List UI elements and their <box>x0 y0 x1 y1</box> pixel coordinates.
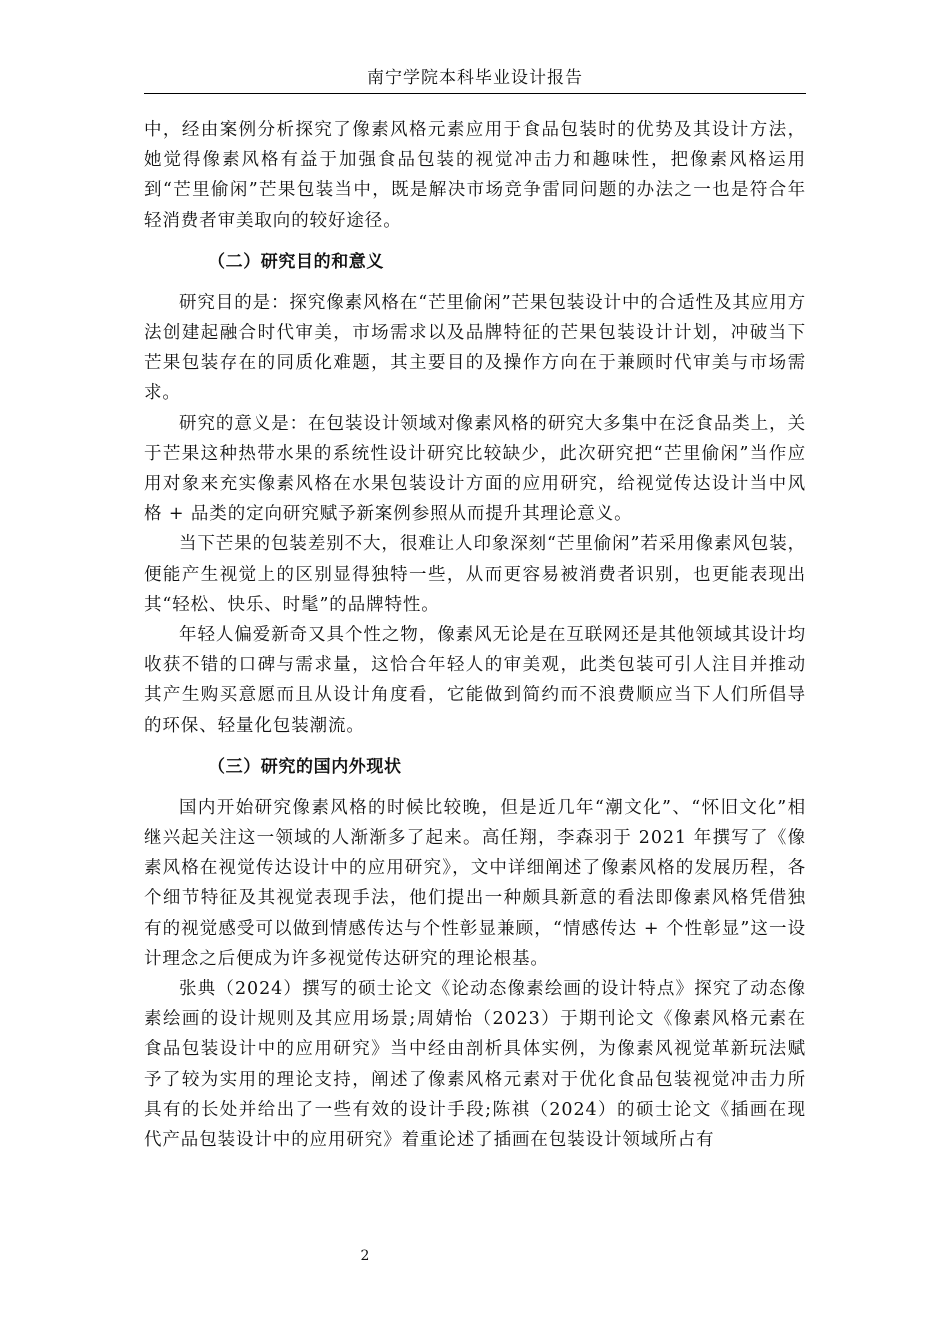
paragraph-packaging-differentiation: 当下芒果的包装差别不大，很难让人印象深刻“芒里偷闲”若采用像素风包装，便能产生视觉上的区别显得独特一些，从而更容易被消费者识别，也更能表现出其“轻松、快乐、时髦”的品牌特性。 <box>144 534 806 615</box>
paragraph-research-significance: 研究的意义是：在包装设计领域对像素风格的研究大多集中在泛食品类上，关于芒果这种热带水果的系统性设计研究比较缺少，此次研究把“芒里偷闲”当作应用对象来充实像素风格在水果包装设计方面的应用研究，给视觉传达设计当中风格 + 品类的定向研究赋予新案例参照从而提升其理论意义。 <box>144 413 806 525</box>
paragraph-research-purpose: 研究目的是：探究像素风格在“芒里偷闲”芒果包装设计中的合适性及其应用方法创建起融合时代审美，市场需求以及品牌特征的芒果包装设计计划，冲破当下芒果包装存在的同质化难题，其主要目的及操作方向在于兼顾时代审美与市场需求。 <box>144 292 806 404</box>
page-header-title: 南宁学院本科毕业设计报告 <box>367 68 583 88</box>
paragraph-domestic-research: 国内开始研究像素风格的时候比较晚，但是近几年“潮文化”、“怀旧文化”相继兴起关注这一领域的人渐渐多了起来。高任翔，李森羽于 2021 年撰写了《像素风格在视觉传达设计中的应用研究》，文中详细阐述了像素风格的发展历程，各个细节特征及其视觉表现手法，他们提出一种颇具新意的看法即像素风格凭借独有的视觉感受可以做到情感传达与个性彰显兼顾，“情感传达 + 个性彰显”这一设计理念之后便成为许多视觉传达研究的理论根基。 <box>144 797 806 969</box>
page-number: 2 <box>360 1248 370 1264</box>
document-body <box>144 115 806 1155</box>
paragraph-continuation: 中，经由案例分析探究了像素风格元素应用于食品包装时的优势及其设计方法，她觉得像素风格有益于加强食品包装的视觉冲击力和趣味性，把像素风格运用到“芒里偷闲”芒果包装当中，既是解决市场竞争雷同问题的办法之一也是符合年轻消费者审美取向的较好途径。 <box>144 120 806 231</box>
header-divider <box>144 93 806 94</box>
section-heading-status: （三）研究的国内外现状 <box>208 756 402 777</box>
section-heading-purpose: （二）研究目的和意义 <box>208 251 384 272</box>
paragraph-young-consumers: 年轻人偏爱新奇又具个性之物，像素风无论是在互联网还是其他领域其设计均收获不错的口碑与需求量，这恰合年轻人的审美观，此类包装可引人注目并推动其产生购买意愿而且从设计角度看，它能做到简约而不浪费顺应当下人们所倡导的环保、轻量化包装潮流。 <box>144 625 806 736</box>
paragraph-literature-review: 张典（2024）撰写的硕士论文《论动态像素绘画的设计特点》探究了动态像素绘画的设计规则及其应用场景;周婧怡（2023）于期刊论文《像素风格元素在食品包装设计中的应用研究》当中经由剖析具体实例，为像素风视觉革新玩法赋予了较为实用的理论支持，阐述了像素风格元素对于优化食品包装视觉冲击力所具有的长处并给出了一些有效的设计手段;陈祺（2024）的硕士论文《插画在现代产品包装设计中的应用研究》着重论述了插画在包装设计领域所占有 <box>144 979 806 1151</box>
